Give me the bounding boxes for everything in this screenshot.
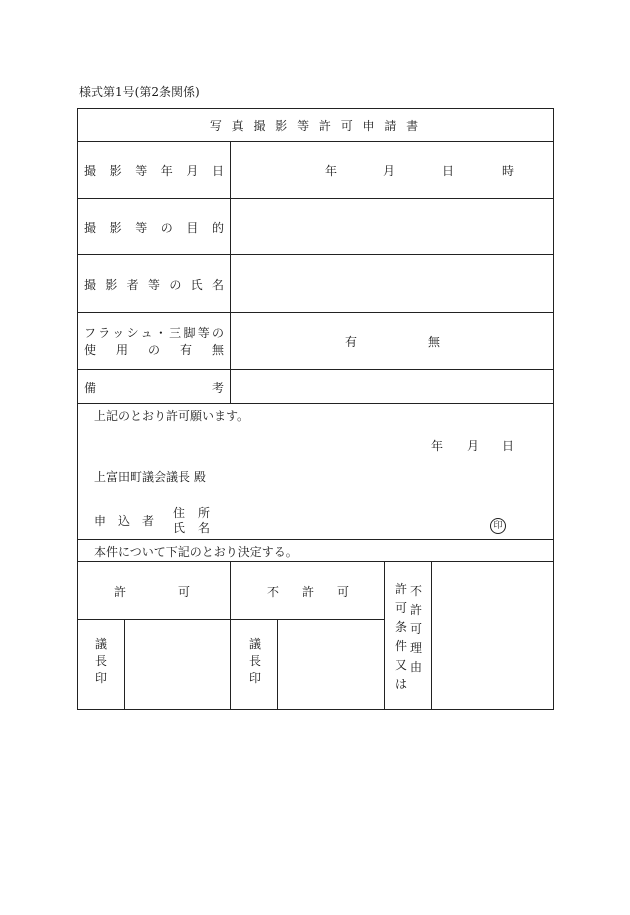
vertical-char: 印: [248, 671, 261, 685]
vertical-char: 議: [94, 637, 107, 651]
request-year: 年: [431, 439, 444, 453]
reasons-column: [409, 582, 423, 677]
date-day: 日: [442, 164, 455, 178]
remarks-label: 備 考: [84, 381, 224, 395]
vertical-char: 可: [394, 601, 407, 615]
applicant-name-label: 氏 名: [173, 521, 210, 535]
permit-header: 許 可: [114, 585, 190, 599]
request-statement: 上記のとおり許可願います。: [94, 409, 250, 423]
flash-label-line1: フラッシュ・三脚等の: [84, 326, 224, 340]
seal-mark: 印: [490, 518, 506, 534]
address-label: 住 所: [173, 506, 210, 520]
addressee: 上富田町議会議長 殿: [94, 470, 206, 484]
flash-no: 無: [428, 335, 441, 349]
decision-statement: 本件について下記のとおり決定する。: [94, 545, 298, 559]
date-month: 月: [383, 164, 396, 178]
vertical-char: 長: [248, 654, 261, 668]
request-month: 月: [467, 439, 480, 453]
vertical-char: 印: [94, 671, 107, 685]
vertical-char: 件: [394, 639, 407, 653]
vertical-char: 議: [248, 637, 261, 651]
applicant-label: 申 込 者: [94, 514, 154, 528]
form-title: 写 真 撮 影 等 許 可 申 請 書: [209, 119, 422, 133]
request-day: 日: [502, 439, 515, 453]
date-label: 撮 影 等 年 月 日: [84, 164, 224, 178]
purpose-label: 撮 影 等 の 目 的: [84, 221, 224, 235]
vertical-char: 許: [394, 582, 407, 596]
permit-seal-label: [94, 636, 108, 687]
not-permit-seal-label: [248, 636, 262, 687]
conditions-column: [394, 580, 408, 694]
vertical-char: 由: [409, 660, 422, 674]
vertical-char: 理: [409, 641, 422, 655]
vertical-char: は: [394, 677, 407, 691]
flash-label-line2: 使 用 の 有 無: [84, 343, 224, 357]
vertical-char: 条: [394, 620, 407, 634]
vertical-char: 可: [409, 622, 422, 636]
date-year: 年: [325, 164, 338, 178]
vertical-char: 長: [94, 654, 107, 668]
vertical-char: 不: [409, 584, 422, 598]
not-permit-header: 不 許 可: [267, 585, 349, 599]
vertical-char: 又: [394, 658, 407, 672]
form-number: 様式第1号(第2条関係): [79, 85, 200, 99]
date-hour: 時: [502, 164, 515, 178]
photographer-name-label: 撮 影 者 等 の 氏 名: [84, 278, 224, 292]
flash-yes: 有: [345, 335, 358, 349]
vertical-char: 許: [409, 603, 422, 617]
